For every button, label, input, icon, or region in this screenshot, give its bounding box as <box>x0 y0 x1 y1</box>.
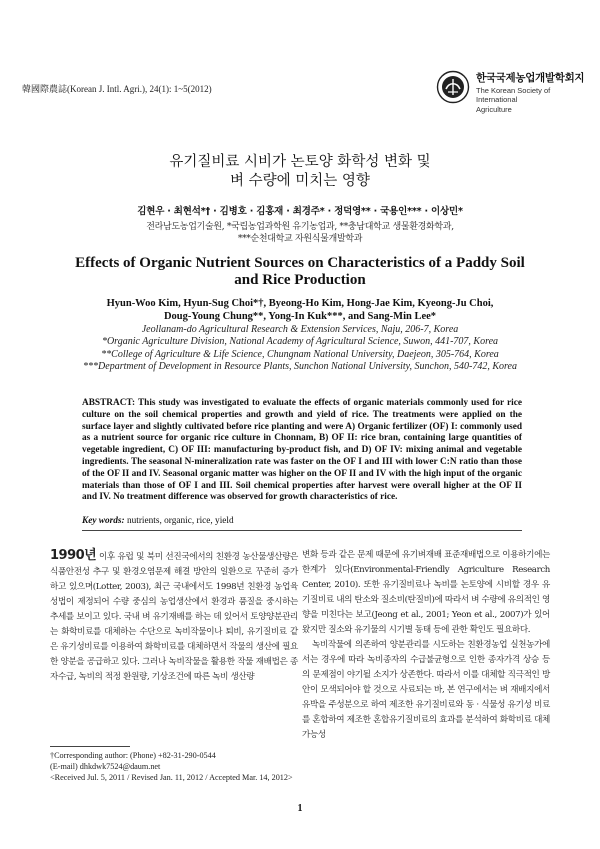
body-column-left <box>50 548 298 685</box>
english-affiliations <box>0 324 600 373</box>
footnote-email: (E-mail) dhkdwk7524@daum.net <box>50 762 161 771</box>
footnotes <box>50 750 302 783</box>
dropcap: 1990년 <box>50 548 97 563</box>
footnote-divider <box>50 746 130 747</box>
page-number: 1 <box>297 803 303 814</box>
english-authors-line2: Doug-Young Chung**, Yong-In Kuk***, and Sang-Min Lee* <box>163 311 437 322</box>
english-title-line1: Effects of Organic Nutrient Sources on Characteristics of a Paddy Soil <box>75 255 525 271</box>
journal-reference: 韓國際農誌(Korean J. Intl. Agri.), 24(1): 1~5(2012) <box>22 84 212 94</box>
korean-affiliation-line1: 전라남도농업기술원, *국립농업과학원 유기농업과, **충남대학교 생물환경화학과, <box>146 222 454 232</box>
abstract-label: ABSTRACT: <box>82 398 136 408</box>
keywords-text: nutrients, organic, rice, yield <box>126 516 234 526</box>
korean-affiliation-line2: ***순천대학교 자원식물개발학과 <box>237 234 363 244</box>
korean-title <box>0 153 600 191</box>
society-name-en-line1: The Korean Society of International <box>476 86 551 104</box>
keywords-label: Key words: <box>82 516 125 526</box>
abstract-text: This study was investigated to evaluate the effects of organic materials commonly used for rice culture on the soil chemical properties and growth and yield of rice. The treatments were applied on the surface layer and slightly cultivated before rice planting and were A) Organic fertilizer (OF) I: commonly used as a nutrient source for organic rice culture in Chonnam, B) OF II: rice bran, containing large quantities of vegetable ingredient, C) OF III: manufacturing by-product fish, and D) OF IV: mixing animal and vegetable ingredients. The seasonal N-mineralization rate was faster on the OF I and III with lower C:N ratio than those of the OF II and IV. Seasonal organic matter was higher on the OF II and IV with the high input of the organic materials than those of OF I and III. Soil chemical properties after harvest were overall higher at the OF II and IV. No treatment difference was observed for growth characteristics of rice. <box>82 398 523 503</box>
body-text: 이후 유럽 및 북미 선진국에서의 친환경 농산물생산량은 식품안전성 추구 및 환경오염문제 해결 방안의 일환으로 꾸준히 증가하고 있으며(Lotter, 2003), 최근 국내에서도 1998년 친환경 농업육성법이 제정되어 수량 중심의 농업생산에서 환경과 품질을 중시하는 추세를 보이고 있다. 국내 벼 유기재배를 하는 데 있어서 토양양분관리는 화학비료를 대체하는 수단으로 녹비작물이나 퇴비, 유기질비료 같은 유기성비료를 이용하여 화학비료를 대체하면서 작물의 생산에 필요한 양분을 공급하고 있다. 그러나 녹비작물을 활용한 작물 재배법은 종자수급, 녹비의 적정 환원량, 기상조건에 따른 녹비 생산량 <box>50 552 298 682</box>
english-authors-line1: Hyun-Woo Kim, Hyun-Sug Choi*†, Byeong-Ho Kim, Hong-Jae Kim, Kyeong-Ju Choi, <box>106 298 494 309</box>
body-column-right <box>302 548 550 743</box>
english-affiliation-line: **College of Agriculture & Life Science, Chungnam National University, Daejeon, 305-764, Korea <box>101 348 499 360</box>
keywords <box>82 516 522 526</box>
english-title-line2: and Rice Production <box>234 272 366 288</box>
english-authors <box>0 297 600 323</box>
society-name-ko: 한국국제농업개발학회지 <box>476 72 585 84</box>
keywords-divider <box>82 530 522 531</box>
society-logo-icon <box>436 70 470 104</box>
english-title <box>0 255 600 289</box>
english-affiliation-line: *Organic Agriculture Division, National Academy of Agricultural Science, Suwon, 441-707, Korea <box>101 336 499 348</box>
society-text <box>476 70 586 114</box>
footnote-corresponding-author: †Corresponding author: (Phone) +82-31-290-0544 <box>50 751 216 760</box>
body-paragraph: 녹비작물에 의존하여 양분관리를 시도하는 친환경농업 실천농가에서는 경우에 따라 녹비종자의 수급불균형으로 인한 종자가격 상승 등의 문제점이 야기될 소지가 상존한다. 따라서 이를 대체할 직극적인 방안이 모색되어야 할 것으로 사료되는 바, 본 연구에서는 벼 재배지에서 유박을 주성분으로 하여 제조한 유기질비료와 동 · 식물성 유기성 비료를 혼합하여 제조한 혼합유기질비료의 효과를 분석하여 화학비료 대체 가능성 <box>302 640 550 740</box>
korean-authors: 김현우 · 최현석*† · 김병호 · 김홍재 · 최경주* · 정덕영** · 국용인*** · 이상민* <box>137 206 463 217</box>
english-affiliation-line: Jeollanam-do Agricultural Research & Extension Services, Naju, 206-7, Korea <box>141 324 459 335</box>
footnote-received-dates: <Received Jul. 5, 2011 / Revised Jan. 11, 2012 / Accepted Mar. 14, 2012> <box>50 773 293 782</box>
society-header <box>436 70 586 114</box>
korean-title-line2: 벼 수량에 미치는 영향 <box>230 173 370 189</box>
body-paragraph <box>50 548 298 685</box>
abstract <box>82 398 522 504</box>
society-name-en-line2: Agriculture <box>476 105 512 114</box>
body-paragraph: 변화 등과 같은 문제 때문에 유기벼재배 표준재배법으로 이용하기에는 한계가 있다(Environmental-Friendly Agriculture Research Center, 2010). 또한 유기질비료나 녹비를 논토양에 시비할 경우 유기질비료 내의 탄소와 질소비(탄질비)에 따라서 벼 수량에 유의적인 영향을 미친다는 보고(Jeong et al., 2001; Yeon et al., 2007)가 있어왔지만 질소와 유기물의 시기별 동태 등에 관한 확인도 필요하다. <box>302 550 550 635</box>
korean-title-line1: 유기질비료 시비가 논토양 화학성 변화 및 <box>169 154 431 170</box>
english-affiliation-line: ***Department of Development in Resource Plants, Sunchon National University, Sunchon, 540-742, Korea <box>83 360 517 372</box>
korean-affiliations <box>0 221 600 245</box>
